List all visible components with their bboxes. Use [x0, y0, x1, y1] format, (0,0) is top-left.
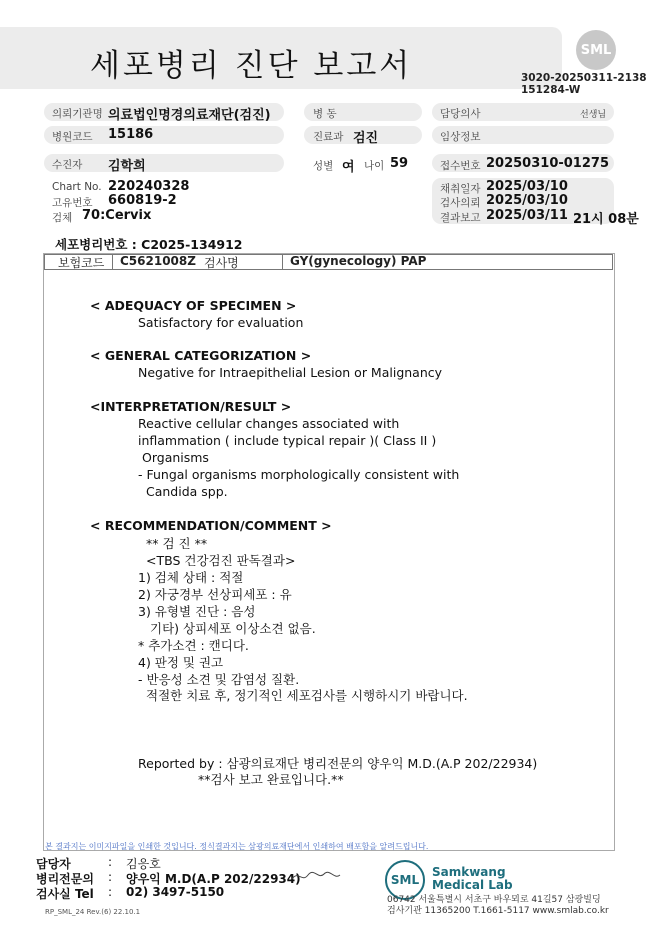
code-divider: [282, 255, 283, 269]
doctor-label: 담당의사: [440, 108, 481, 120]
sex-label: 성별: [313, 160, 334, 172]
document-number: [521, 72, 647, 96]
recommendation-line: * 추가소견 : 캔디다.: [138, 638, 249, 653]
signature-icon: [290, 868, 342, 884]
adequacy-text: Satisfactory for evaluation: [138, 315, 304, 330]
reported-label: 결과보고: [440, 212, 481, 224]
interpretation-line: Organisms: [142, 450, 209, 465]
footer-note: 본 결과지는 이미지파일을 인쇄한 것입니다. 정식결과지는 삼광의료재단에서 인쇄하여 배포함을 알려드립니다.: [45, 842, 429, 851]
receipt-value: 20250310-01275: [486, 156, 609, 171]
department-value: 검진: [353, 131, 379, 146]
page-title: 세포병리 진단 보고서: [90, 48, 413, 84]
doc-number-line1: 3020-20250311-2138: [521, 72, 647, 84]
interpretation-heading: <INTERPRETATION/RESULT >: [90, 399, 292, 414]
adequacy-heading: < ADEQUACY OF SPECIMEN >: [90, 298, 297, 313]
recommendation-heading: < RECOMMENDATION/COMMENT >: [90, 518, 332, 533]
chart-value: 220240328: [108, 179, 190, 194]
reported-by: Reported by : 삼광의료재단 병리전문의 양우익 M.D.(A.P 202/22934): [138, 756, 538, 771]
receipt-label: 접수번호: [440, 160, 481, 172]
requested-label: 검사의뢰: [440, 197, 481, 209]
address-line: 06742 서울특별시 서초구 바우뫼로 41길57 삼광빌딩: [387, 895, 601, 905]
patient-label: 수진자: [52, 159, 83, 171]
recommendation-line: ** 검 진 **: [146, 536, 208, 551]
clinical-info-label: 임상정보: [440, 131, 481, 143]
unique-value: 660819-2: [108, 193, 177, 208]
manager-label: 담당자: [36, 857, 71, 871]
recommendation-line: - 반응성 소견 및 감염성 질환.: [138, 672, 300, 687]
specimen-value: 70:Cervix: [82, 208, 152, 223]
doc-number-line2: 151284-W: [521, 84, 581, 96]
institution-value: 의료법인명경의료재단(검진): [108, 108, 271, 123]
report-complete: **검사 보고 완료입니다.**: [198, 772, 344, 787]
manager-value: 김응호: [126, 857, 161, 871]
specimen-label: 검체: [52, 212, 73, 224]
form-code: RP_SML_24 Rev.(6) 22.10.1: [45, 908, 141, 916]
institution-label: 의뢰기관명: [52, 108, 103, 120]
colon: :: [108, 855, 113, 869]
collected-value: 2025/03/10: [486, 179, 568, 194]
age-value: 59: [390, 156, 409, 171]
insurance-label: 보험코드: [58, 256, 105, 270]
chart-label: Chart No.: [52, 181, 102, 193]
tel-label: 검사실 Tel: [36, 887, 94, 901]
reported-time: 21시 08분: [573, 212, 639, 227]
age-label: 나이: [364, 160, 385, 172]
interpretation-line: - Fungal organisms morphologically consistent with: [138, 467, 460, 482]
test-name: GY(gynecology) PAP: [290, 254, 427, 268]
test-label: 검사명: [204, 256, 239, 270]
recommendation-line: <TBS 건강검진 판독결과>: [146, 553, 296, 568]
department-label: 진료과: [313, 131, 344, 143]
ward-label: 병 동: [313, 108, 337, 120]
brand-line2: Medical Lab: [432, 878, 513, 892]
brand-name: [432, 866, 513, 892]
brand-line1: Samkwang: [432, 865, 506, 879]
unique-label: 고유번호: [52, 197, 93, 209]
general-text: Negative for Intraepithelial Lesion or Malignancy: [138, 365, 443, 380]
hospital-code-value: 15186: [108, 127, 154, 142]
reported-date: 2025/03/11: [486, 208, 568, 223]
recommendation-line: 4) 판정 및 권고: [138, 655, 224, 670]
doctor-suffix: 선생님: [580, 110, 607, 120]
sml-logo-icon: SML: [576, 30, 616, 70]
general-heading: < GENERAL CATEGORIZATION >: [90, 348, 312, 363]
interpretation-line: inflammation ( include typical repair )( Class II ): [138, 433, 437, 448]
recommendation-line: 2) 자궁경부 선상피세포 : 유: [138, 587, 292, 602]
colon: :: [108, 885, 113, 899]
cytology-number: 세포병리번호 : C2025-134912: [55, 237, 243, 252]
interpretation-line: Candida spp.: [146, 484, 228, 499]
code-divider: [112, 255, 113, 269]
pathologist-label: 병리전문의: [36, 872, 94, 886]
patient-value: 김학희: [108, 159, 146, 174]
requested-value: 2025/03/10: [486, 193, 568, 208]
pathologist-value: 양우익 M.D(A.P 202/22934): [126, 872, 301, 886]
hospital-code-label: 병원코드: [52, 131, 93, 143]
sex-value: 여: [342, 160, 355, 175]
sml-logo-icon: SML: [385, 860, 425, 900]
recommendation-line: 3) 유형별 진단 : 음성: [138, 604, 256, 619]
tel-value: 02) 3497-5150: [126, 885, 225, 899]
recommendation-line: 적절한 치료 후, 정기적인 세포검사를 시행하시기 바랍니다.: [146, 688, 468, 703]
address: [387, 895, 609, 917]
interpretation-line: Reactive cellular changes associated with: [138, 416, 400, 431]
colon: :: [108, 870, 113, 884]
insurance-code: C5621008Z: [120, 254, 196, 268]
recommendation-line: 1) 검체 상태 : 적절: [138, 570, 244, 585]
agency-line: 검사기관 11365200 T.1661-5117 www.smlab.co.kr: [387, 906, 609, 916]
recommendation-line: 기타) 상피세포 이상소견 없음.: [150, 621, 316, 636]
collected-label: 채취일자: [440, 183, 481, 195]
